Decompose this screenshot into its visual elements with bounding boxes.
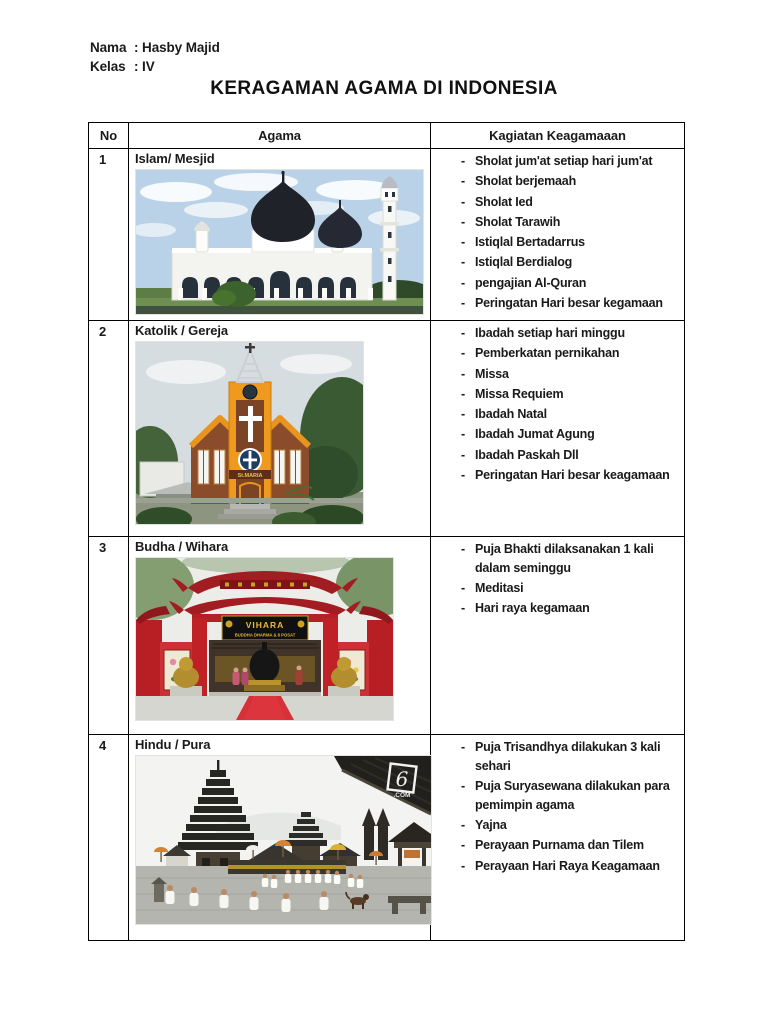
bullet-dash: -	[461, 601, 465, 616]
activity-item: - Sholat Ied	[461, 193, 682, 212]
bullet-dash: -	[461, 818, 465, 833]
bullet-dash: -	[461, 194, 465, 209]
religion-label: Katolik / Gereja	[135, 323, 229, 338]
activity-item: - Peringatan Hari besar keagamaan	[461, 466, 682, 485]
activity-list	[435, 540, 682, 618]
class-value: : IV	[134, 59, 155, 74]
row-number: 2	[89, 321, 129, 537]
bullet-dash: -	[461, 275, 465, 290]
bullet-dash: -	[461, 255, 465, 270]
table-row-budha	[89, 537, 685, 735]
bullet-dash: -	[461, 581, 465, 596]
church-photo	[135, 341, 364, 525]
activity-item: - Sholat berjemaah	[461, 172, 682, 191]
activity-item: - Puja Bhakti dilaksanakan 1 kali dalam seminggu	[461, 540, 682, 578]
bullet-dash: -	[461, 235, 465, 250]
watermark-domain-text: .COM	[393, 792, 411, 799]
activity-item: - Hari raya kegamaan	[461, 599, 682, 618]
bullet-dash: -	[461, 447, 465, 462]
table-row-hindu	[89, 735, 685, 941]
activity-item: - Peringatan Hari besar kegamaan	[461, 294, 682, 313]
pura-photo	[135, 755, 432, 925]
religion-label: Budha / Wihara	[135, 539, 229, 554]
activity-item: - pengajian Al-Quran	[461, 274, 682, 293]
page-title: KERAGAMAN AGAMA DI INDONESIA	[210, 78, 558, 99]
activity-item: - Istiqlal Bertadarrus	[461, 233, 682, 252]
table-header-row	[89, 123, 685, 149]
vihara-sign-title-text: VIHARA	[245, 620, 285, 630]
class-label: Kelas	[90, 59, 126, 74]
row-number: 4	[89, 735, 129, 941]
activity-list	[435, 324, 682, 485]
activity-item: - Istiqlal Berdialog	[461, 253, 682, 272]
activity-item: - Ibadah Paskah Dll	[461, 446, 682, 465]
activity-item: - Sholat Tarawih	[461, 213, 682, 232]
bullet-dash: -	[461, 326, 465, 340]
religion-label: Islam/ Mesjid	[135, 151, 215, 166]
student-class-row	[90, 57, 220, 76]
activity-item: - Ibadah Natal	[461, 405, 682, 424]
row-number: 3	[89, 537, 129, 735]
bullet-dash: -	[461, 779, 465, 794]
activity-item: - Sholat jum'at setiap hari jum'at	[461, 152, 682, 171]
activity-item: - Ibadah Jumat Agung	[461, 425, 682, 444]
bullet-dash: -	[461, 214, 465, 229]
table-row-islam	[89, 149, 685, 321]
religion-label: Hindu / Pura	[135, 737, 211, 752]
bullet-dash: -	[461, 296, 465, 311]
row-number: 1	[89, 149, 129, 321]
bullet-dash: -	[461, 740, 465, 754]
activity-list	[435, 152, 682, 313]
activity-item: - Missa	[461, 365, 682, 384]
activity-item: - Yajna	[461, 816, 682, 835]
bullet-dash: -	[461, 407, 465, 422]
activity-item: - Pemberkatan pernikahan	[461, 344, 682, 363]
col-header-agama: Agama	[129, 123, 431, 149]
col-header-no: No	[89, 123, 129, 149]
bullet-dash: -	[461, 346, 465, 361]
bullet-dash: -	[461, 468, 465, 483]
activity-item: - Perayaan Purnama dan Tilem	[461, 836, 682, 855]
activity-item: - Perayaan Hari Raya Keagamaan	[461, 857, 682, 876]
activity-list	[435, 738, 682, 876]
bullet-dash: -	[461, 366, 465, 381]
table-row-katolik	[89, 321, 685, 537]
activity-item: - Missa Requiem	[461, 385, 682, 404]
bullet-dash: -	[461, 154, 465, 168]
col-header-kegiatan: Kagiatan Keagamaaan	[431, 123, 685, 149]
activity-item: - Meditasi	[461, 579, 682, 598]
bullet-dash: -	[461, 542, 465, 556]
mosque-photo	[135, 169, 424, 315]
name-label: Nama	[90, 40, 127, 55]
student-info	[90, 38, 220, 76]
bullet-dash: -	[461, 386, 465, 401]
church-sign-text: St.MARIA	[237, 473, 263, 479]
student-name-row	[90, 38, 220, 57]
religion-table	[88, 122, 685, 941]
bullet-dash: -	[461, 858, 465, 873]
activity-item: - Puja Suryasewana dilakukan para pemimpin agama	[461, 777, 682, 815]
bullet-dash: -	[461, 174, 465, 189]
activity-item: - Ibadah setiap hari minggu	[461, 324, 682, 343]
bullet-dash: -	[461, 838, 465, 853]
watermark-number-text: 6	[395, 767, 409, 791]
vihara-sign-subtitle-text: BUDDHA DHARMA & 8 POSAT	[234, 632, 296, 638]
name-value: : Hasby Majid	[134, 40, 220, 55]
bullet-dash: -	[461, 427, 465, 442]
activity-item: - Puja Trisandhya dilakukan 3 kali sehari	[461, 738, 682, 776]
vihara-photo	[135, 557, 394, 721]
